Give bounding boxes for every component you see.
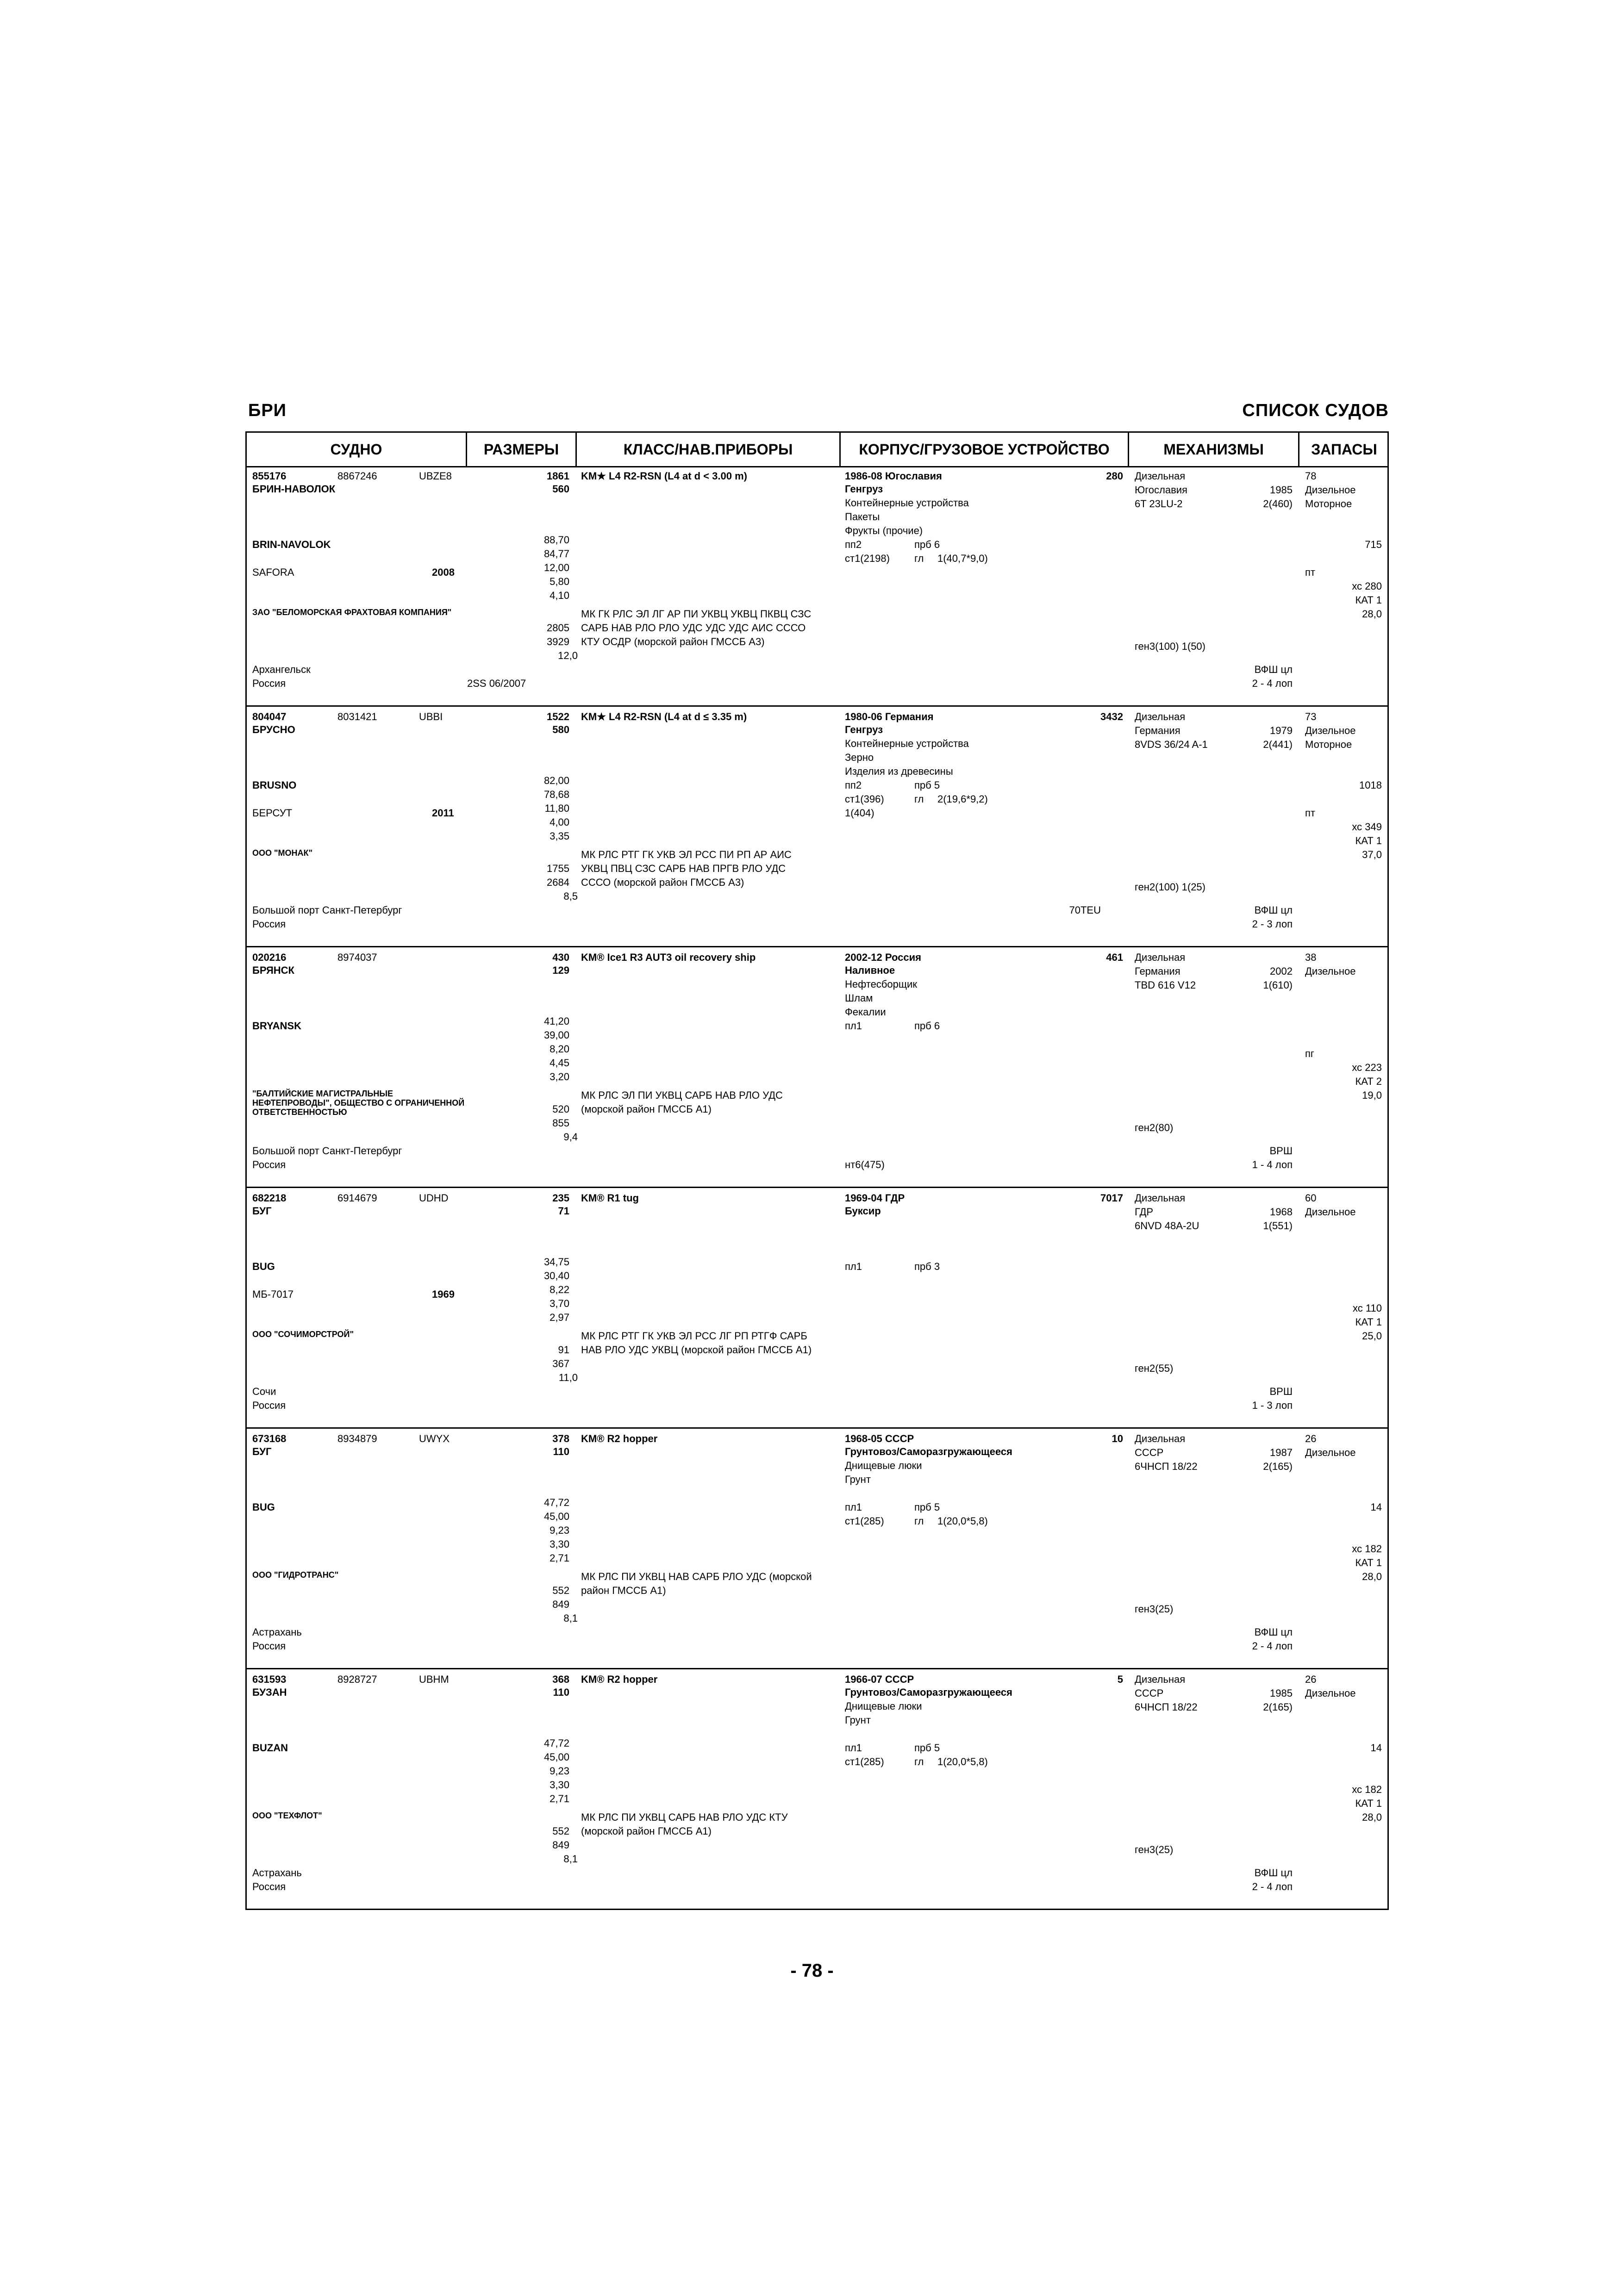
reg-number: 682218 [252, 1192, 287, 1204]
imo-number: 8934879 [337, 1433, 377, 1444]
class-notation: KM® R2 hopper [581, 1433, 658, 1444]
maneuver-line: хс 280 [1352, 580, 1382, 592]
country: Россия [252, 1159, 286, 1170]
displacement: 3929 [547, 636, 569, 647]
speed: 8,5 [563, 890, 578, 902]
supply-line: Дизельное [1305, 1447, 1356, 1458]
dimension-value: 5,80 [550, 576, 569, 587]
propeller: ВФШ цл [1254, 1626, 1293, 1638]
class-notation: KM★ L4 R2-RSN (L4 at d ≤ 3.35 m) [581, 711, 747, 722]
nav-aids-line: район ГМССБ А1) [581, 1585, 666, 1596]
speed: 8,1 [563, 1612, 578, 1624]
hold-info: пл1 [845, 1261, 862, 1272]
speed: 9,4 [563, 1131, 578, 1143]
ship-record [247, 1429, 1387, 1669]
displacement: 849 [552, 1599, 569, 1610]
build-info: 1968-05 СССР [845, 1433, 914, 1444]
net-tonnage: 129 [552, 964, 569, 976]
yard-number: 7017 [1100, 1192, 1123, 1204]
call-sign: UDHD [419, 1192, 449, 1204]
col-ship: СУДНО [330, 441, 382, 458]
supply-line: Дизельное [1305, 1206, 1356, 1218]
supply-line: 78 [1305, 470, 1317, 482]
cargo-line: Фрукты (прочие) [845, 525, 923, 536]
deadweight: 552 [552, 1825, 569, 1837]
maneuver-line: хс 110 [1353, 1302, 1382, 1314]
propeller-blades: 2 - 4 лоп [1252, 1881, 1293, 1892]
deadweight: 520 [552, 1103, 569, 1115]
hold-info: прб 5 [914, 779, 940, 791]
dimension-value: 30,40 [543, 1270, 569, 1282]
home-port: Сочи [252, 1386, 276, 1397]
dimension-value: 2,71 [550, 1552, 569, 1564]
dimension-value: 3,35 [550, 830, 569, 842]
dimension-value: 4,10 [550, 590, 569, 601]
former-year: 1969 [432, 1288, 455, 1300]
maneuver-line: КАТ 2 [1355, 1076, 1382, 1087]
maneuver-line: хс 349 [1352, 821, 1382, 833]
call-sign: UBBI [419, 711, 443, 722]
col-machinery: МЕХАНИЗМЫ [1163, 441, 1264, 458]
build-info: 1969-04 ГДР [845, 1192, 905, 1204]
engine-line: 6T 23LU-2 [1135, 498, 1183, 510]
dimension-value: 41,20 [543, 1015, 569, 1027]
col-class: КЛАСС/НАВ.ПРИБОРЫ [623, 441, 793, 458]
hold-info: 2(19,6*9,2) [937, 793, 988, 805]
hold-info: прб 6 [914, 1020, 940, 1032]
engine-power: 2(165) [1263, 1701, 1293, 1713]
propeller-blades: 1 - 3 лоп [1252, 1400, 1293, 1411]
section-title: БРИ [248, 401, 287, 420]
hold-info: прб 5 [914, 1501, 940, 1513]
ship-type: Грунтовоз/Саморазгружающееся [845, 1686, 1012, 1698]
reg-number: 631593 [252, 1674, 287, 1685]
former-name: БЕРСУТ [252, 807, 293, 819]
maneuver-line: КАТ 1 [1355, 835, 1382, 846]
cargo-line: Грунт [845, 1474, 871, 1485]
fresh-water: 715 [1365, 539, 1382, 550]
survey: 2SS 06/2007 [467, 678, 526, 689]
class-notation: KM★ L4 R2-RSN (L4 at d < 3.00 m) [581, 470, 747, 482]
engine-line: Дизельная [1135, 1433, 1186, 1444]
dimension-value: 2,71 [550, 1793, 569, 1804]
home-port: Астрахань [252, 1867, 302, 1879]
engine-year: 2002 [1270, 965, 1293, 977]
maneuver-line: 25,0 [1362, 1330, 1382, 1342]
dimension-value: 4,00 [550, 816, 569, 828]
reg-number: 673168 [252, 1433, 287, 1444]
displacement: 367 [552, 1358, 569, 1369]
supply-note: пг [1305, 1048, 1314, 1059]
hold-info: 1(20,0*5,8) [937, 1515, 988, 1527]
engine-line: 6NVD 48A-2U [1135, 1220, 1199, 1232]
displacement: 849 [552, 1839, 569, 1851]
engine-power: 2(460) [1263, 498, 1293, 510]
maneuver-line: 19,0 [1362, 1089, 1382, 1101]
speed: 8,1 [563, 1853, 578, 1865]
cargo-line: Фекалии [845, 1006, 886, 1018]
hold-info: 1(40,7*9,0) [937, 553, 988, 564]
nav-aids-line: (морской район ГМССБ А1) [581, 1825, 712, 1837]
former-name: МБ-7017 [252, 1288, 294, 1300]
engine-line: Дизельная [1135, 711, 1186, 722]
cargo-line: Грунт [845, 1714, 871, 1726]
imo-number: 8928727 [337, 1674, 377, 1685]
build-info: 1986-08 Югославия [845, 470, 942, 482]
net-tonnage: 71 [558, 1205, 569, 1217]
fresh-water: 14 [1370, 1742, 1382, 1754]
supply-line: 26 [1305, 1674, 1317, 1685]
hold-info: пп2 [845, 779, 862, 791]
dimension-value: 45,00 [543, 1511, 569, 1522]
gross-tonnage: 235 [552, 1192, 569, 1204]
hold-info: прб 6 [914, 539, 940, 550]
supply-note: пт [1305, 566, 1315, 578]
nav-aids-line: (морской район ГМССБ А1) [581, 1103, 712, 1115]
propeller: ВФШ цл [1254, 1867, 1293, 1879]
engine-line: Дизельная [1135, 470, 1186, 482]
owner: ООО "МОНАК" [252, 848, 313, 858]
gross-tonnage: 1522 [547, 711, 569, 722]
supply-line: 73 [1305, 711, 1317, 722]
generators: ген3(100) 1(50) [1135, 641, 1206, 652]
nav-aids-line: СССО (морской район ГМССБ А3) [581, 877, 744, 888]
ship-type: Генгруз [845, 483, 883, 495]
dimension-value: 3,70 [550, 1298, 569, 1309]
deadweight: 91 [558, 1344, 569, 1356]
engine-line: Германия [1135, 725, 1181, 736]
nav-aids-line: МК ГК РЛС ЭЛ ЛГ АР ПИ УКВЦ УКВЦ ПКВЦ СЗС [581, 608, 812, 620]
ship-name: БУГ [252, 1446, 272, 1457]
engine-line: СССР [1135, 1447, 1164, 1458]
yard-number: 280 [1106, 470, 1123, 482]
owner: ЗАО "БЕЛОМОРСКАЯ ФРАХТОВАЯ КОМПАНИЯ" [252, 608, 452, 617]
ship-record [247, 947, 1387, 1188]
engine-year: 1985 [1270, 1687, 1293, 1699]
nav-aids-line: МК РЛС ЭЛ ПИ УКВЦ САРБ НАВ РЛО УДС [581, 1089, 783, 1101]
propeller: ВРШ [1269, 1145, 1293, 1157]
net-tonnage: 110 [553, 1446, 569, 1457]
maneuver-line: КАТ 1 [1355, 594, 1382, 606]
net-tonnage: 110 [553, 1686, 569, 1698]
country: Россия [252, 918, 286, 930]
engine-year: 1968 [1270, 1206, 1293, 1218]
generators: ген3(25) [1135, 1844, 1174, 1855]
hold-info: ст1(285) [845, 1515, 884, 1527]
latin-name: BRIN-NAVOLOK [252, 539, 331, 550]
supply-line: 26 [1305, 1433, 1317, 1444]
hold-info: прб 5 [914, 1742, 940, 1754]
maneuver-line: хс 182 [1352, 1784, 1382, 1795]
dimension-value: 8,20 [550, 1043, 569, 1055]
hold-info: гл [914, 553, 924, 564]
dimension-value: 34,75 [543, 1256, 569, 1268]
gross-tonnage: 1861 [547, 470, 569, 482]
dimension-value: 11,80 [544, 803, 569, 814]
engine-line: Дизельная [1135, 1192, 1186, 1204]
reg-number: 804047 [252, 711, 287, 722]
dimension-value: 9,23 [550, 1524, 569, 1536]
deadweight: 1755 [547, 863, 569, 874]
supply-note: пт [1305, 807, 1315, 819]
class-notation: KM® R1 tug [581, 1192, 639, 1204]
country: Россия [252, 1640, 286, 1652]
supply-line: Моторное [1305, 498, 1352, 510]
engine-line: Дизельная [1135, 952, 1186, 963]
dimension-value: 82,00 [543, 775, 569, 786]
engine-line: 6ЧНСП 18/22 [1135, 1461, 1198, 1472]
maneuver-line: 28,0 [1362, 608, 1382, 620]
generators: ген2(55) [1135, 1363, 1174, 1374]
engine-line: ГДР [1135, 1206, 1154, 1218]
ship-record [247, 707, 1387, 947]
country: Россия [252, 678, 286, 689]
propeller-blades: 2 - 4 лоп [1252, 1640, 1293, 1652]
ship-type: Буксир [845, 1205, 881, 1217]
latin-name: BUG [252, 1261, 275, 1272]
imo-number: 8867246 [337, 470, 377, 482]
gross-tonnage: 378 [552, 1433, 569, 1444]
cargo-line: Контейнерные устройства [845, 738, 969, 749]
hold-info: гл [914, 1756, 924, 1767]
generators: ген2(80) [1135, 1122, 1174, 1133]
net-tonnage: 560 [552, 483, 569, 495]
propeller: ВФШ цл [1254, 904, 1293, 916]
hold-info: ст1(285) [845, 1756, 884, 1767]
latin-name: BRYANSK [252, 1020, 301, 1032]
dimension-value: 47,72 [543, 1737, 569, 1749]
cargo-line: Днищевые люки [845, 1460, 922, 1471]
col-hull: КОРПУС/ГРУЗОВОЕ УСТРОЙСТВО [859, 441, 1110, 458]
supply-line: Дизельное [1305, 1687, 1356, 1699]
engine-line: TBD 616 V12 [1135, 979, 1196, 991]
cargo-line: Пакеты [845, 511, 880, 523]
ship-record [247, 1188, 1387, 1429]
yard-number: 10 [1112, 1433, 1123, 1444]
generators: ген2(100) 1(25) [1135, 881, 1206, 893]
home-port: Астрахань [252, 1626, 302, 1638]
home-port: Большой порт Санкт-Петербург [252, 904, 402, 916]
maneuver-line: 37,0 [1362, 849, 1382, 860]
hull-extra: нт6(475) [845, 1159, 885, 1170]
maneuver-line: КАТ 1 [1355, 1316, 1382, 1328]
maneuver-line: КАТ 1 [1355, 1798, 1382, 1809]
home-port: Большой порт Санкт-Петербург [252, 1145, 402, 1157]
cargo-line: Изделия из древесины [845, 765, 953, 777]
hull-extra: 70TEU [1069, 904, 1101, 916]
displacement: 2684 [547, 877, 569, 888]
hold-info: гл [914, 1515, 924, 1527]
nav-aids-line: МК РЛС РТГ ГК УКВ ЭЛ РСС ПИ РП АР АИС [581, 849, 792, 860]
cargo-line: Контейнерные устройства [845, 497, 969, 509]
supply-line: Дизельное [1305, 725, 1356, 736]
propeller-blades: 2 - 4 лоп [1252, 678, 1293, 689]
owner: "БАЛТИЙСКИЕ МАГИСТРАЛЬНЫЕ НЕФТЕПРОВОДЫ", ОБЩЕСТВО С ОГРАНИЧЕННОЙ ОТВЕТСТВЕННОСТЬЮ [252, 1089, 465, 1117]
ship-type: Генгруз [845, 724, 883, 735]
propeller-blades: 2 - 3 лоп [1252, 918, 1293, 930]
propeller: ВФШ цл [1254, 664, 1293, 675]
class-notation: KM® R2 hopper [581, 1674, 658, 1685]
build-info: 1966-07 СССР [845, 1674, 914, 1685]
hold-info: 1(20,0*5,8) [937, 1756, 988, 1767]
class-notation: KM® Ice1 R3 AUT3 oil recovery ship [581, 952, 756, 963]
hold-info: прб 3 [914, 1261, 940, 1272]
gross-tonnage: 430 [552, 952, 569, 963]
dimension-value: 9,23 [550, 1765, 569, 1777]
owner: ООО "ТЕХФЛОТ" [252, 1811, 322, 1820]
engine-line: Германия [1135, 965, 1181, 977]
hold-info: гл [914, 793, 924, 805]
fresh-water: 14 [1370, 1501, 1382, 1513]
engine-line: 8VDS 36/24 A-1 [1135, 739, 1208, 750]
maneuver-line: хс 182 [1352, 1543, 1382, 1555]
build-info: 2002-12 Россия [845, 952, 921, 963]
yard-number: 3432 [1100, 711, 1123, 722]
maneuver-line: КАТ 1 [1355, 1557, 1382, 1568]
supply-line: Дизельное [1305, 965, 1356, 977]
gross-tonnage: 368 [552, 1674, 569, 1685]
hold-info: пл1 [845, 1742, 862, 1754]
nav-aids-line: УКВЦ ПВЦ СЗС САРБ НАВ ПРГВ РЛО УДС [581, 863, 786, 874]
dimension-value: 2,97 [550, 1312, 569, 1323]
engine-year: 1979 [1270, 725, 1293, 736]
deadweight: 552 [552, 1585, 569, 1596]
yard-number: 461 [1106, 952, 1123, 963]
engine-line: Югославия [1135, 484, 1187, 496]
generators: ген3(25) [1135, 1603, 1174, 1615]
engine-power: 1(610) [1263, 979, 1293, 991]
engine-power: 2(165) [1263, 1461, 1293, 1472]
propeller-blades: 1 - 4 лоп [1252, 1159, 1293, 1170]
imo-number: 8974037 [337, 952, 377, 963]
ship-register-table [245, 431, 1389, 1910]
ship-name: БРИН-НАВОЛОК [252, 483, 336, 495]
hold-info: пп2 [845, 539, 862, 550]
former-year: 2008 [432, 566, 455, 578]
reg-number: 855176 [252, 470, 287, 482]
yard-number: 5 [1117, 1674, 1123, 1685]
hold-info: пл1 [845, 1020, 862, 1032]
propeller: ВРШ [1269, 1386, 1293, 1397]
ship-name: БУГ [252, 1205, 272, 1217]
speed: 11,0 [558, 1372, 578, 1383]
fresh-water: 1018 [1359, 779, 1382, 791]
cargo-line: Днищевые люки [845, 1700, 922, 1712]
dimension-value: 45,00 [543, 1751, 569, 1763]
engine-year: 1985 [1270, 484, 1293, 496]
home-port: Архангельск [252, 664, 311, 675]
former-year: 2011 [432, 807, 454, 819]
call-sign: UWYX [419, 1433, 450, 1444]
cargo-line: Зерно [845, 752, 874, 763]
dimension-value: 47,72 [543, 1497, 569, 1508]
nav-aids-line: КТУ ОСДР (морской район ГМССБ А3) [581, 636, 765, 647]
supply-line: Дизельное [1305, 484, 1356, 496]
former-name: SAFORA [252, 566, 294, 578]
country: Россия [252, 1881, 286, 1892]
supply-line: 60 [1305, 1192, 1317, 1204]
ship-type: Наливное [845, 964, 895, 976]
imo-number: 6914679 [337, 1192, 377, 1204]
ship-record [247, 466, 1387, 707]
engine-power: 2(441) [1263, 739, 1293, 750]
supply-line: Моторное [1305, 739, 1352, 750]
dimension-value: 3,20 [550, 1071, 569, 1083]
latin-name: BUZAN [252, 1742, 288, 1754]
maneuver-line: 28,0 [1362, 1811, 1382, 1823]
ship-record [247, 1669, 1387, 1910]
displacement: 855 [552, 1117, 569, 1129]
speed: 12,0 [558, 650, 578, 661]
owner: ООО "СОЧИМОРСТРОЙ" [252, 1330, 354, 1339]
nav-aids-line: МК РЛС РТГ ГК УКВ ЭЛ РСС ЛГ РП РТГФ САРБ [581, 1330, 807, 1342]
hold-info: пл1 [845, 1501, 862, 1513]
imo-number: 8031421 [337, 711, 377, 722]
nav-aids-line: НАВ РЛО УДС УКВЦ (морской район ГМССБ А1) [581, 1344, 812, 1356]
reg-number: 020216 [252, 952, 287, 963]
dimension-value: 84,77 [543, 548, 569, 560]
maneuver-line: 28,0 [1362, 1571, 1382, 1582]
engine-line: 6ЧНСП 18/22 [1135, 1701, 1198, 1713]
engine-year: 1987 [1270, 1447, 1293, 1458]
dimension-value: 12,00 [543, 562, 569, 573]
call-sign: UBHM [419, 1674, 449, 1685]
nav-aids-line: МК РЛС ПИ УКВЦ НАВ САРБ РЛО УДС (морской [581, 1571, 812, 1582]
page-header [245, 401, 1389, 424]
deadweight: 2805 [547, 622, 569, 634]
engine-line: Дизельная [1135, 1674, 1186, 1685]
owner: ООО "ГИДРОТРАНС" [252, 1570, 339, 1580]
nav-aids-line: САРБ НАВ РЛО РЛО УДС УДС УДС АИС СССО [581, 622, 806, 634]
ship-type: Грунтовоз/Саморазгружающееся [845, 1446, 1012, 1457]
latin-name: BUG [252, 1501, 275, 1513]
ship-name: БУЗАН [252, 1686, 287, 1698]
dimension-value: 8,22 [550, 1284, 569, 1295]
col-dimensions: РАЗМЕРЫ [483, 441, 559, 458]
hold-info: ст1(396) [845, 793, 884, 805]
maneuver-line: хс 223 [1352, 1062, 1382, 1073]
nav-aids-line: МК РЛС ПИ УКВЦ САРБ НАВ РЛО УДС КТУ [581, 1811, 788, 1823]
col-supplies: ЗАПАСЫ [1311, 441, 1377, 458]
table-header [247, 433, 1387, 467]
dimension-value: 3,30 [550, 1779, 569, 1791]
latin-name: BRUSNO [252, 779, 297, 791]
hold-info: ст1(2198) [845, 553, 890, 564]
dimension-value: 4,45 [550, 1057, 569, 1069]
page-number: - 78 - [790, 1960, 834, 1981]
cargo-line: Нефтесборщик [845, 978, 917, 990]
build-info: 1980-06 Германия [845, 711, 934, 722]
list-title: СПИСОК СУДОВ [1242, 401, 1389, 420]
dimension-value: 39,00 [543, 1029, 569, 1041]
supply-line: 38 [1305, 952, 1317, 963]
dimension-value: 3,30 [550, 1538, 569, 1550]
engine-line: СССР [1135, 1687, 1164, 1699]
ship-name: БРЯНСК [252, 964, 294, 976]
dimension-value: 78,68 [543, 789, 569, 800]
hold-info: 1(404) [845, 807, 874, 819]
cargo-line: Шлам [845, 992, 873, 1004]
country: Россия [252, 1400, 286, 1411]
ship-name: БРУСНО [252, 724, 295, 735]
call-sign: UBZE8 [419, 470, 452, 482]
net-tonnage: 580 [552, 724, 569, 735]
engine-power: 1(551) [1263, 1220, 1293, 1232]
dimension-value: 88,70 [543, 534, 569, 546]
